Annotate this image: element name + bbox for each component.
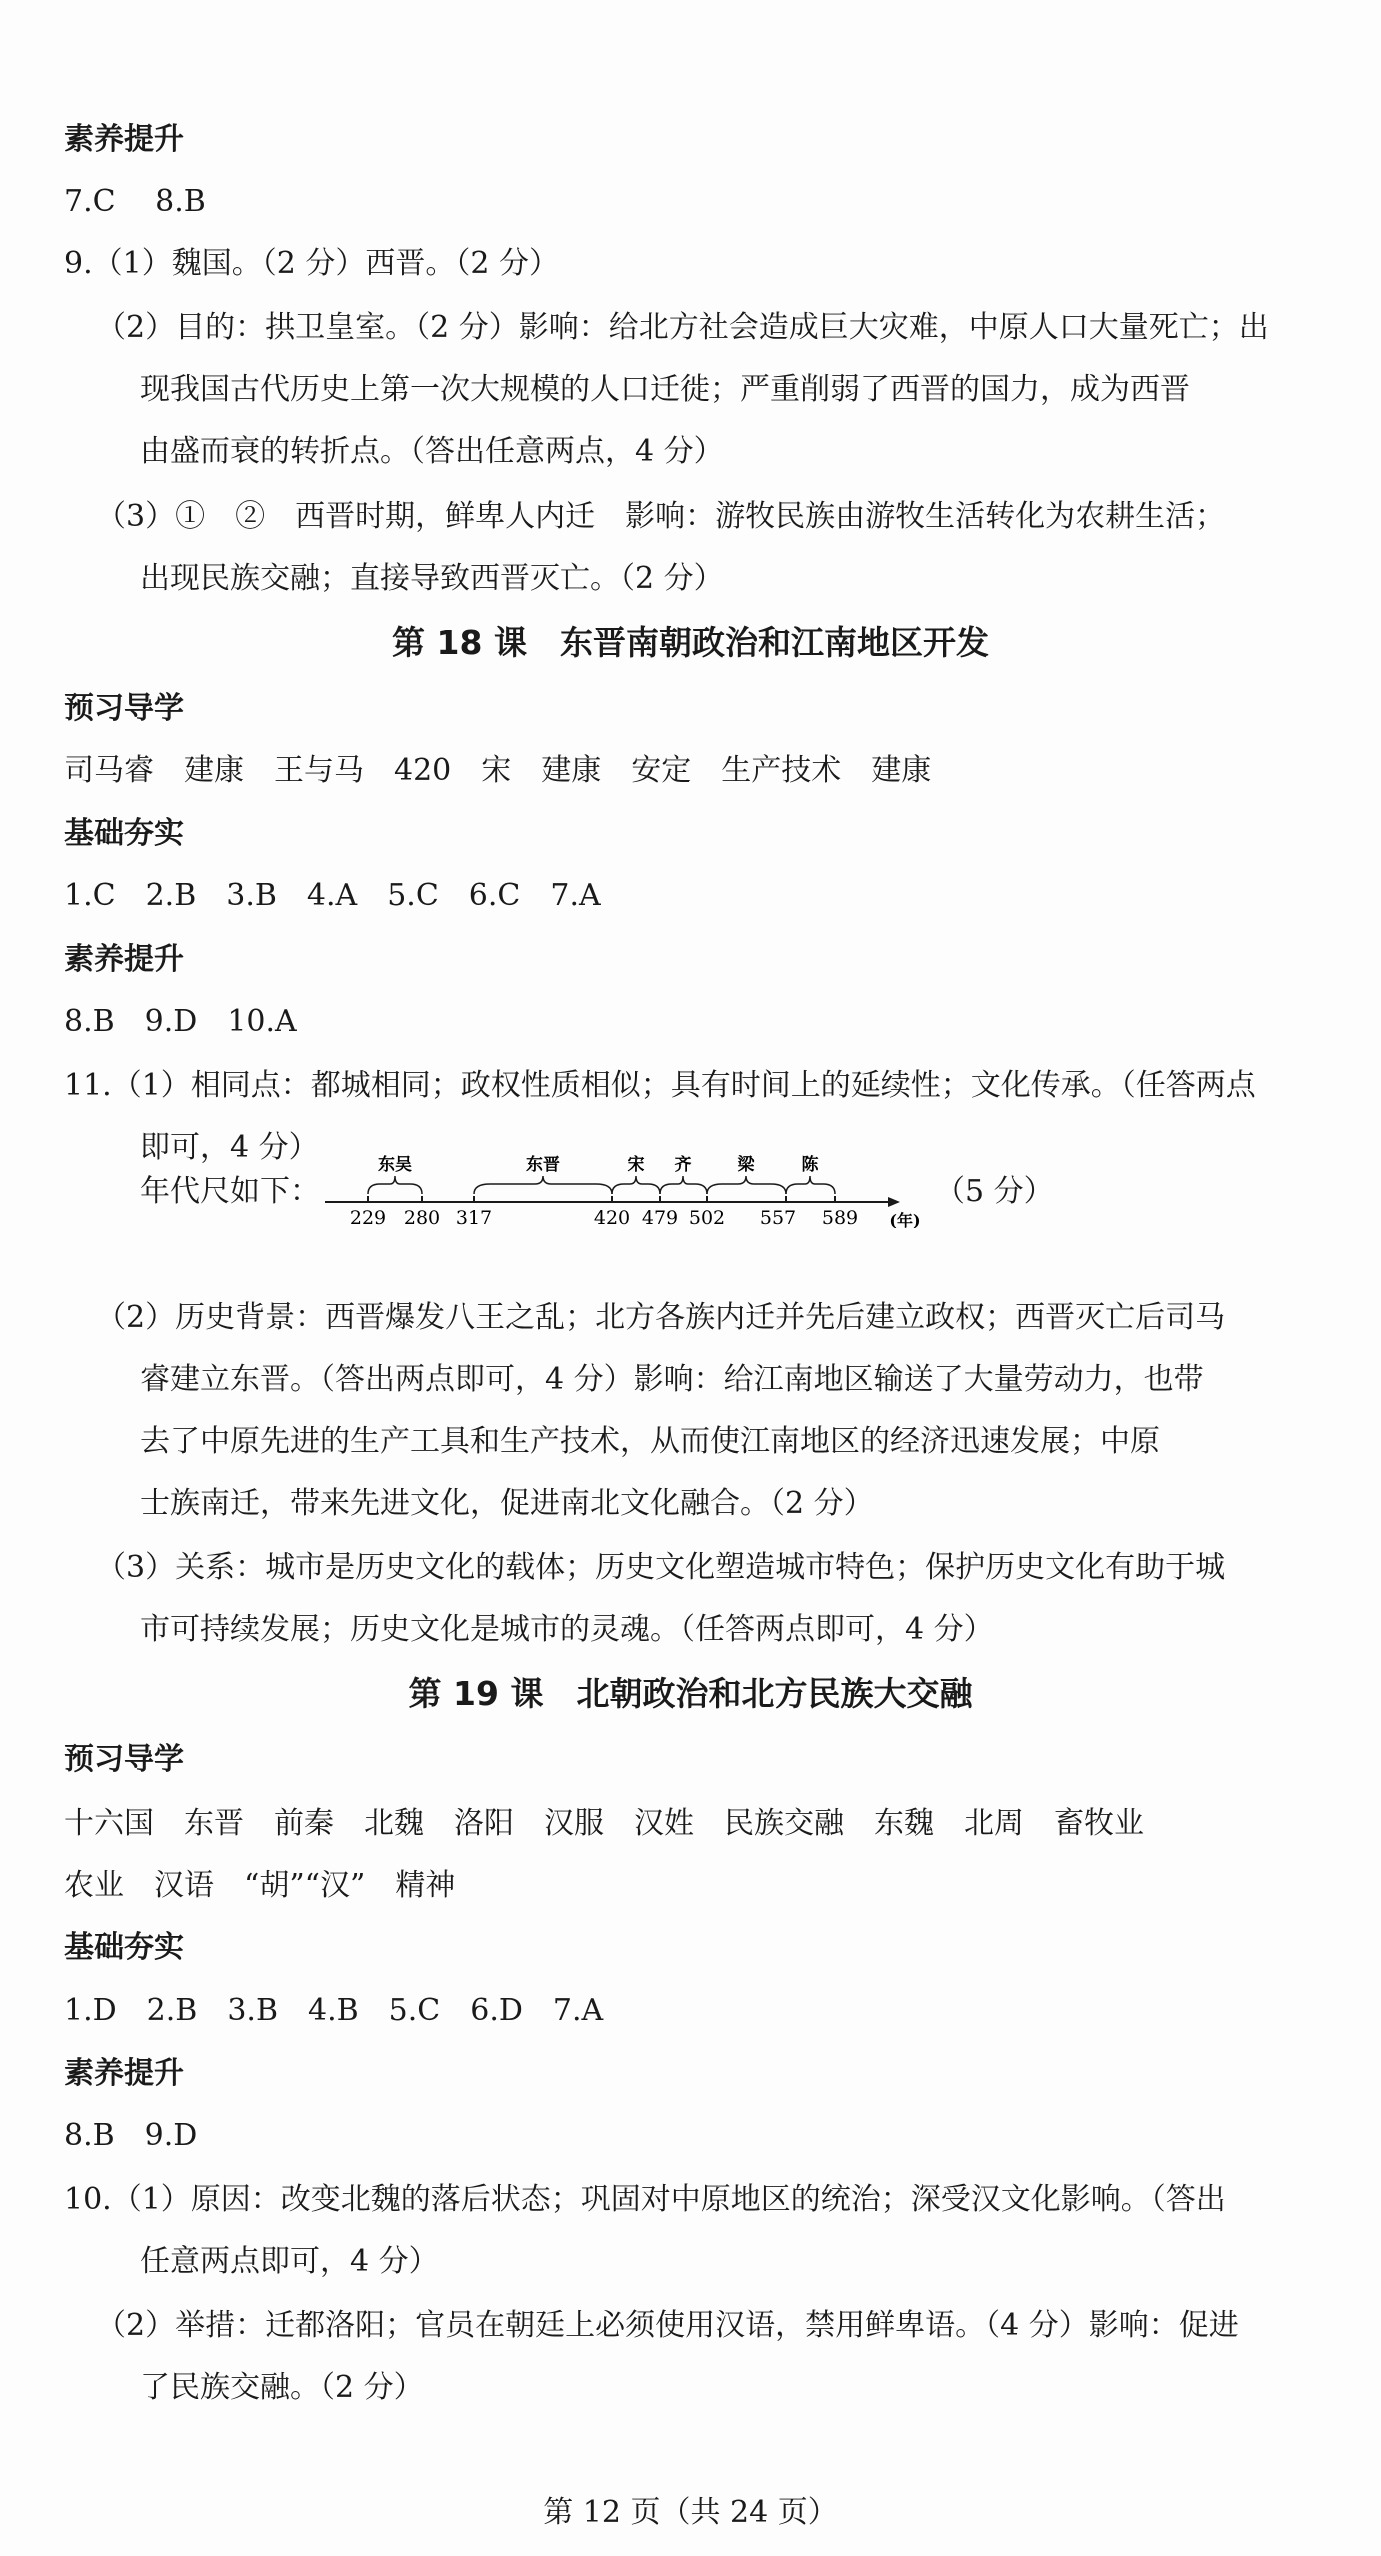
brace-qi (660, 1176, 707, 1194)
answer-line: 去了中原先进的生产工具和生产技术，从而使江南地区的经济迅速发展；中原 (140, 1424, 1160, 1459)
timeline-score: （5 分） (935, 1174, 1054, 1209)
timeline-unit: (年) (889, 1211, 921, 1228)
dynasty-label: 齐 (674, 1155, 692, 1175)
section-heading: 素养提升 (64, 2056, 184, 2091)
answer-line: （3）① ② 西晋时期，鲜卑人内迁 影响：游牧民族由游牧生活转化为农耕生活； (96, 499, 1226, 534)
year-label: 589 (821, 1207, 859, 1228)
answer-line: 由盛而衰的转折点。（答出任意两点，4 分） (140, 434, 724, 469)
answer-line: 8.B 9.D (64, 2118, 198, 2153)
year-label: 420 (593, 1207, 631, 1228)
section-heading: 素养提升 (64, 122, 184, 157)
answer-line: 10.（1）原因：改变北魏的落后状态；巩固对中原地区的统治；深受汉文化影响。（答出 (64, 2182, 1226, 2217)
answer-line: （2）举措：迁都洛阳；官员在朝廷上必须使用汉语，禁用鲜卑语。（4 分）影响：促进 (96, 2308, 1239, 2343)
answer-line: 任意两点即可，4 分） (140, 2244, 439, 2279)
page-number: 第 12 页（共 24 页） (543, 2495, 838, 2530)
answer-line: 7.C 8.B (64, 184, 206, 219)
dynasty-timeline (140, 1148, 1300, 1228)
answer-line: 现我国古代历史上第一次大规模的人口迁徙；严重削弱了西晋的国力，成为西晋 (140, 372, 1190, 407)
answer-line: 9.（1）魏国。（2 分）西晋。（2 分） (64, 246, 559, 281)
brace-dongjin (474, 1176, 612, 1194)
dynasty-label: 陈 (801, 1155, 819, 1175)
answer-line: （2）目的：拱卫皇室。（2 分）影响：给北方社会造成巨大灾难，中原人口大量死亡；出 (96, 310, 1269, 345)
lesson-title: 第 18 课 东晋南朝政治和江南地区开发 (392, 623, 989, 662)
section-heading: 预习导学 (64, 691, 184, 726)
year-label: 317 (455, 1207, 493, 1228)
dynasty-label: 东吴 (378, 1155, 412, 1175)
answer-line: 即可，4 分） (140, 1130, 319, 1165)
answer-line: （2）历史背景：西晋爆发八王之乱；北方各族内迁并先后建立政权；西晋灭亡后司马 (96, 1300, 1226, 1335)
answer-line: 出现民族交融；直接导致西晋灭亡。（2 分） (140, 561, 724, 596)
dynasty-label: 宋 (627, 1155, 645, 1175)
dynasty-label: 东晋 (526, 1155, 560, 1175)
answer-line: 农业 汉语 “胡”“汉” 精神 (64, 1868, 456, 1903)
section-heading: 基础夯实 (64, 816, 184, 851)
year-label: 479 (641, 1207, 679, 1228)
lesson-title: 第 19 课 北朝政治和北方民族大交融 (408, 1674, 973, 1713)
arrow-icon (888, 1197, 900, 1207)
answer-line: （3）关系：城市是历史文化的载体；历史文化塑造城市特色；保护历史文化有助于城 (96, 1550, 1226, 1585)
answer-line: 了民族交融。（2 分） (140, 2370, 424, 2405)
answer-line: 睿建立东晋。（答出两点即可，4 分）影响：给江南地区输送了大量劳动力，也带 (140, 1362, 1204, 1397)
brace-song (612, 1176, 660, 1194)
section-heading: 基础夯实 (64, 1930, 184, 1965)
timeline-ruler (140, 1148, 1300, 1228)
answer-line: 十六国 东晋 前秦 北魏 洛阳 汉服 汉姓 民族交融 东魏 北周 畜牧业 (64, 1806, 1144, 1841)
year-label: 557 (759, 1207, 797, 1228)
answer-line: 司马睿 建康 王与马 420 宋 建康 安定 生产技术 建康 (64, 753, 932, 788)
brace-chen (786, 1176, 835, 1194)
brace-dongwu (368, 1176, 422, 1194)
answer-line: 士族南迁，带来先进文化，促进南北文化融合。（2 分） (140, 1486, 874, 1521)
answer-line: 8.B 9.D 10.A (64, 1004, 297, 1039)
answer-line: 11.（1）相同点：都城相同；政权性质相似；具有时间上的延续性；文化传承。（任答两点 (64, 1068, 1256, 1103)
answer-line: 市可持续发展；历史文化是城市的灵魂。（任答两点即可，4 分） (140, 1612, 994, 1647)
dynasty-label: 梁 (737, 1155, 755, 1175)
year-label: 280 (403, 1207, 441, 1228)
year-label: 229 (349, 1207, 387, 1228)
year-label: 502 (688, 1207, 726, 1228)
brace-liang (707, 1176, 786, 1194)
section-heading: 素养提升 (64, 942, 184, 977)
answer-line: 1.C 2.B 3.B 4.A 5.C 6.C 7.A (64, 878, 601, 913)
timeline-prefix: 年代尺如下： (140, 1174, 320, 1209)
section-heading: 预习导学 (64, 1742, 184, 1777)
answer-line: 1.D 2.B 3.B 4.B 5.C 6.D 7.A (64, 1993, 604, 2028)
